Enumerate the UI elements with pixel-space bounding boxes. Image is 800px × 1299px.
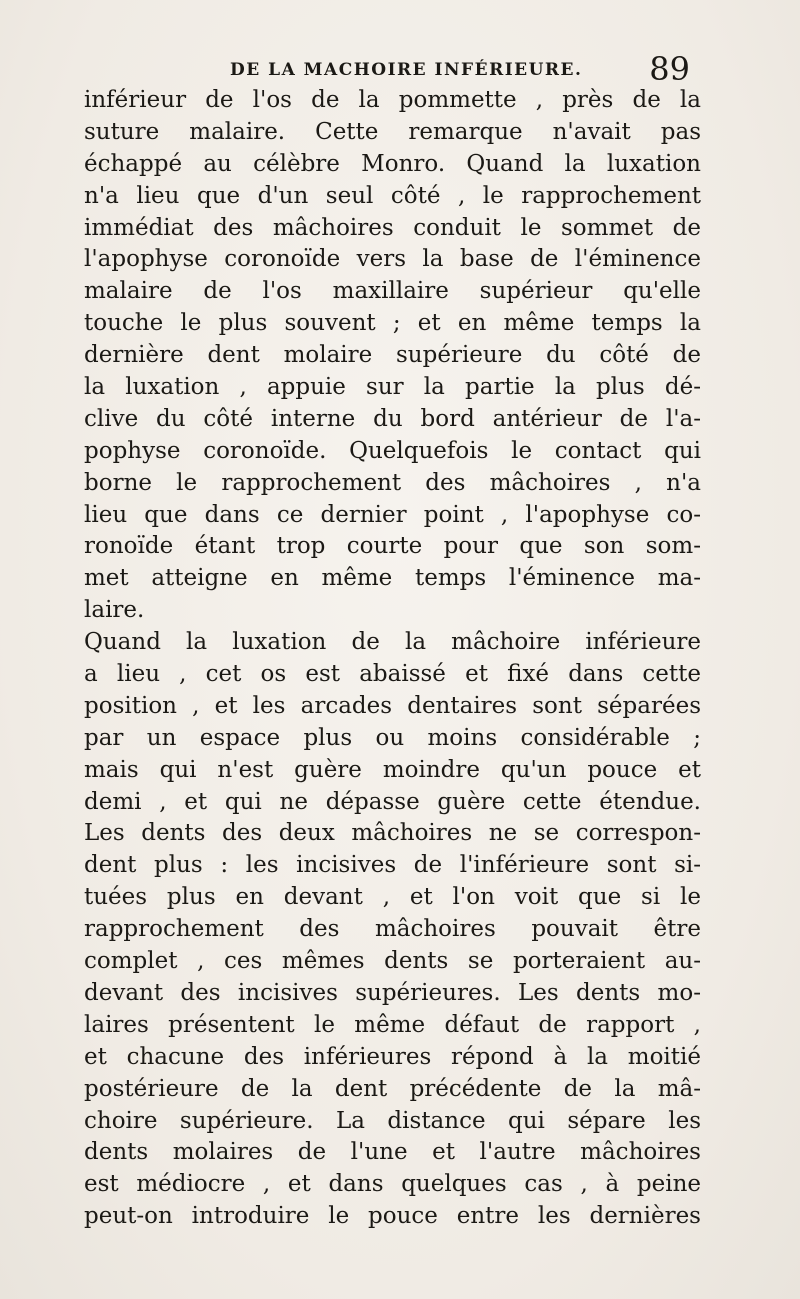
page-number: 89 xyxy=(649,50,690,88)
text-line: échappé au célèbre Monro. Quand la luxation xyxy=(84,150,701,177)
text-line: Quand la luxation de la mâchoire inférieure xyxy=(84,629,701,656)
text-line: Les dents des deux mâchoires ne se correspon- xyxy=(84,820,701,847)
text-line: inférieur de l'os de la pommette , près de la xyxy=(84,87,701,113)
text-line: tuées plus en devant , et l'on voit que si le xyxy=(84,884,701,911)
text-line: dents molaires de l'une et l'autre mâchoires xyxy=(84,1139,701,1166)
text-line: malaire de l'os maxillaire supérieur qu'elle xyxy=(84,278,701,305)
text-line: par un espace plus ou moins considérable ; xyxy=(84,724,701,751)
body-text xyxy=(84,85,701,1233)
text-line: est médiocre , et dans quelques cas , à peine xyxy=(84,1171,701,1198)
text-line: clive du côté interne du bord antérieur de l'a- xyxy=(84,405,701,432)
text-line: mais qui n'est guère moindre qu'un pouce et xyxy=(84,756,701,783)
text-line: choire supérieure. La distance qui sépare les xyxy=(84,1107,701,1134)
text-line: et chacune des inférieures répond à la moitié xyxy=(84,1043,701,1070)
text-line: dent plus : les incisives de l'inférieure sont si- xyxy=(84,852,701,879)
text-line: pophyse coronoïde. Quelquefois le contact qui xyxy=(84,437,701,464)
text-line: n'a lieu que d'un seul côté , le rapprochement xyxy=(84,182,701,209)
text-line: laires présentent le même défaut de rapport , xyxy=(84,1011,701,1038)
paragraph-end-line: laire. xyxy=(84,597,145,624)
text-line: la luxation , appuie sur la partie la plus dé- xyxy=(84,374,701,401)
text-line: borne le rapprochement des mâchoires , n'a xyxy=(84,469,701,496)
text-line: dernière dent molaire supérieure du côté de xyxy=(84,342,701,369)
text-line: immédiat des mâchoires conduit le sommet de xyxy=(84,214,701,241)
text-line: peut-on introduire le pouce entre les dernières xyxy=(84,1203,701,1230)
text-line: met atteigne en même temps l'éminence ma- xyxy=(84,565,701,592)
text-line: complet , ces mêmes dents se porteraient au- xyxy=(84,948,701,975)
text-line: demi , et qui ne dépasse guère cette étendue. xyxy=(84,788,701,815)
text-line: devant des incisives supérieures. Les dents mo- xyxy=(84,979,701,1006)
text-line: suture malaire. Cette remarque n'avait pas xyxy=(84,118,701,145)
text-line: ronoïde étant trop courte pour que son som- xyxy=(84,533,701,560)
text-line: l'apophyse coronoïde vers la base de l'éminence xyxy=(84,246,701,273)
running-title: DE LA MACHOIRE INFÉRIEURE. xyxy=(230,60,583,80)
text-line: rapprochement des mâchoires pouvait être xyxy=(84,916,701,943)
text-line: lieu que dans ce dernier point , l'apophyse co- xyxy=(84,501,701,528)
text-line: postérieure de la dent précédente de la mâ- xyxy=(84,1075,701,1102)
text-line: a lieu , cet os est abaissé et fixé dans cette xyxy=(84,661,701,688)
page-header xyxy=(230,48,690,88)
text-line: touche le plus souvent ; et en même temps la xyxy=(84,310,701,337)
text-line: position , et les arcades dentaires sont séparées xyxy=(84,692,701,719)
